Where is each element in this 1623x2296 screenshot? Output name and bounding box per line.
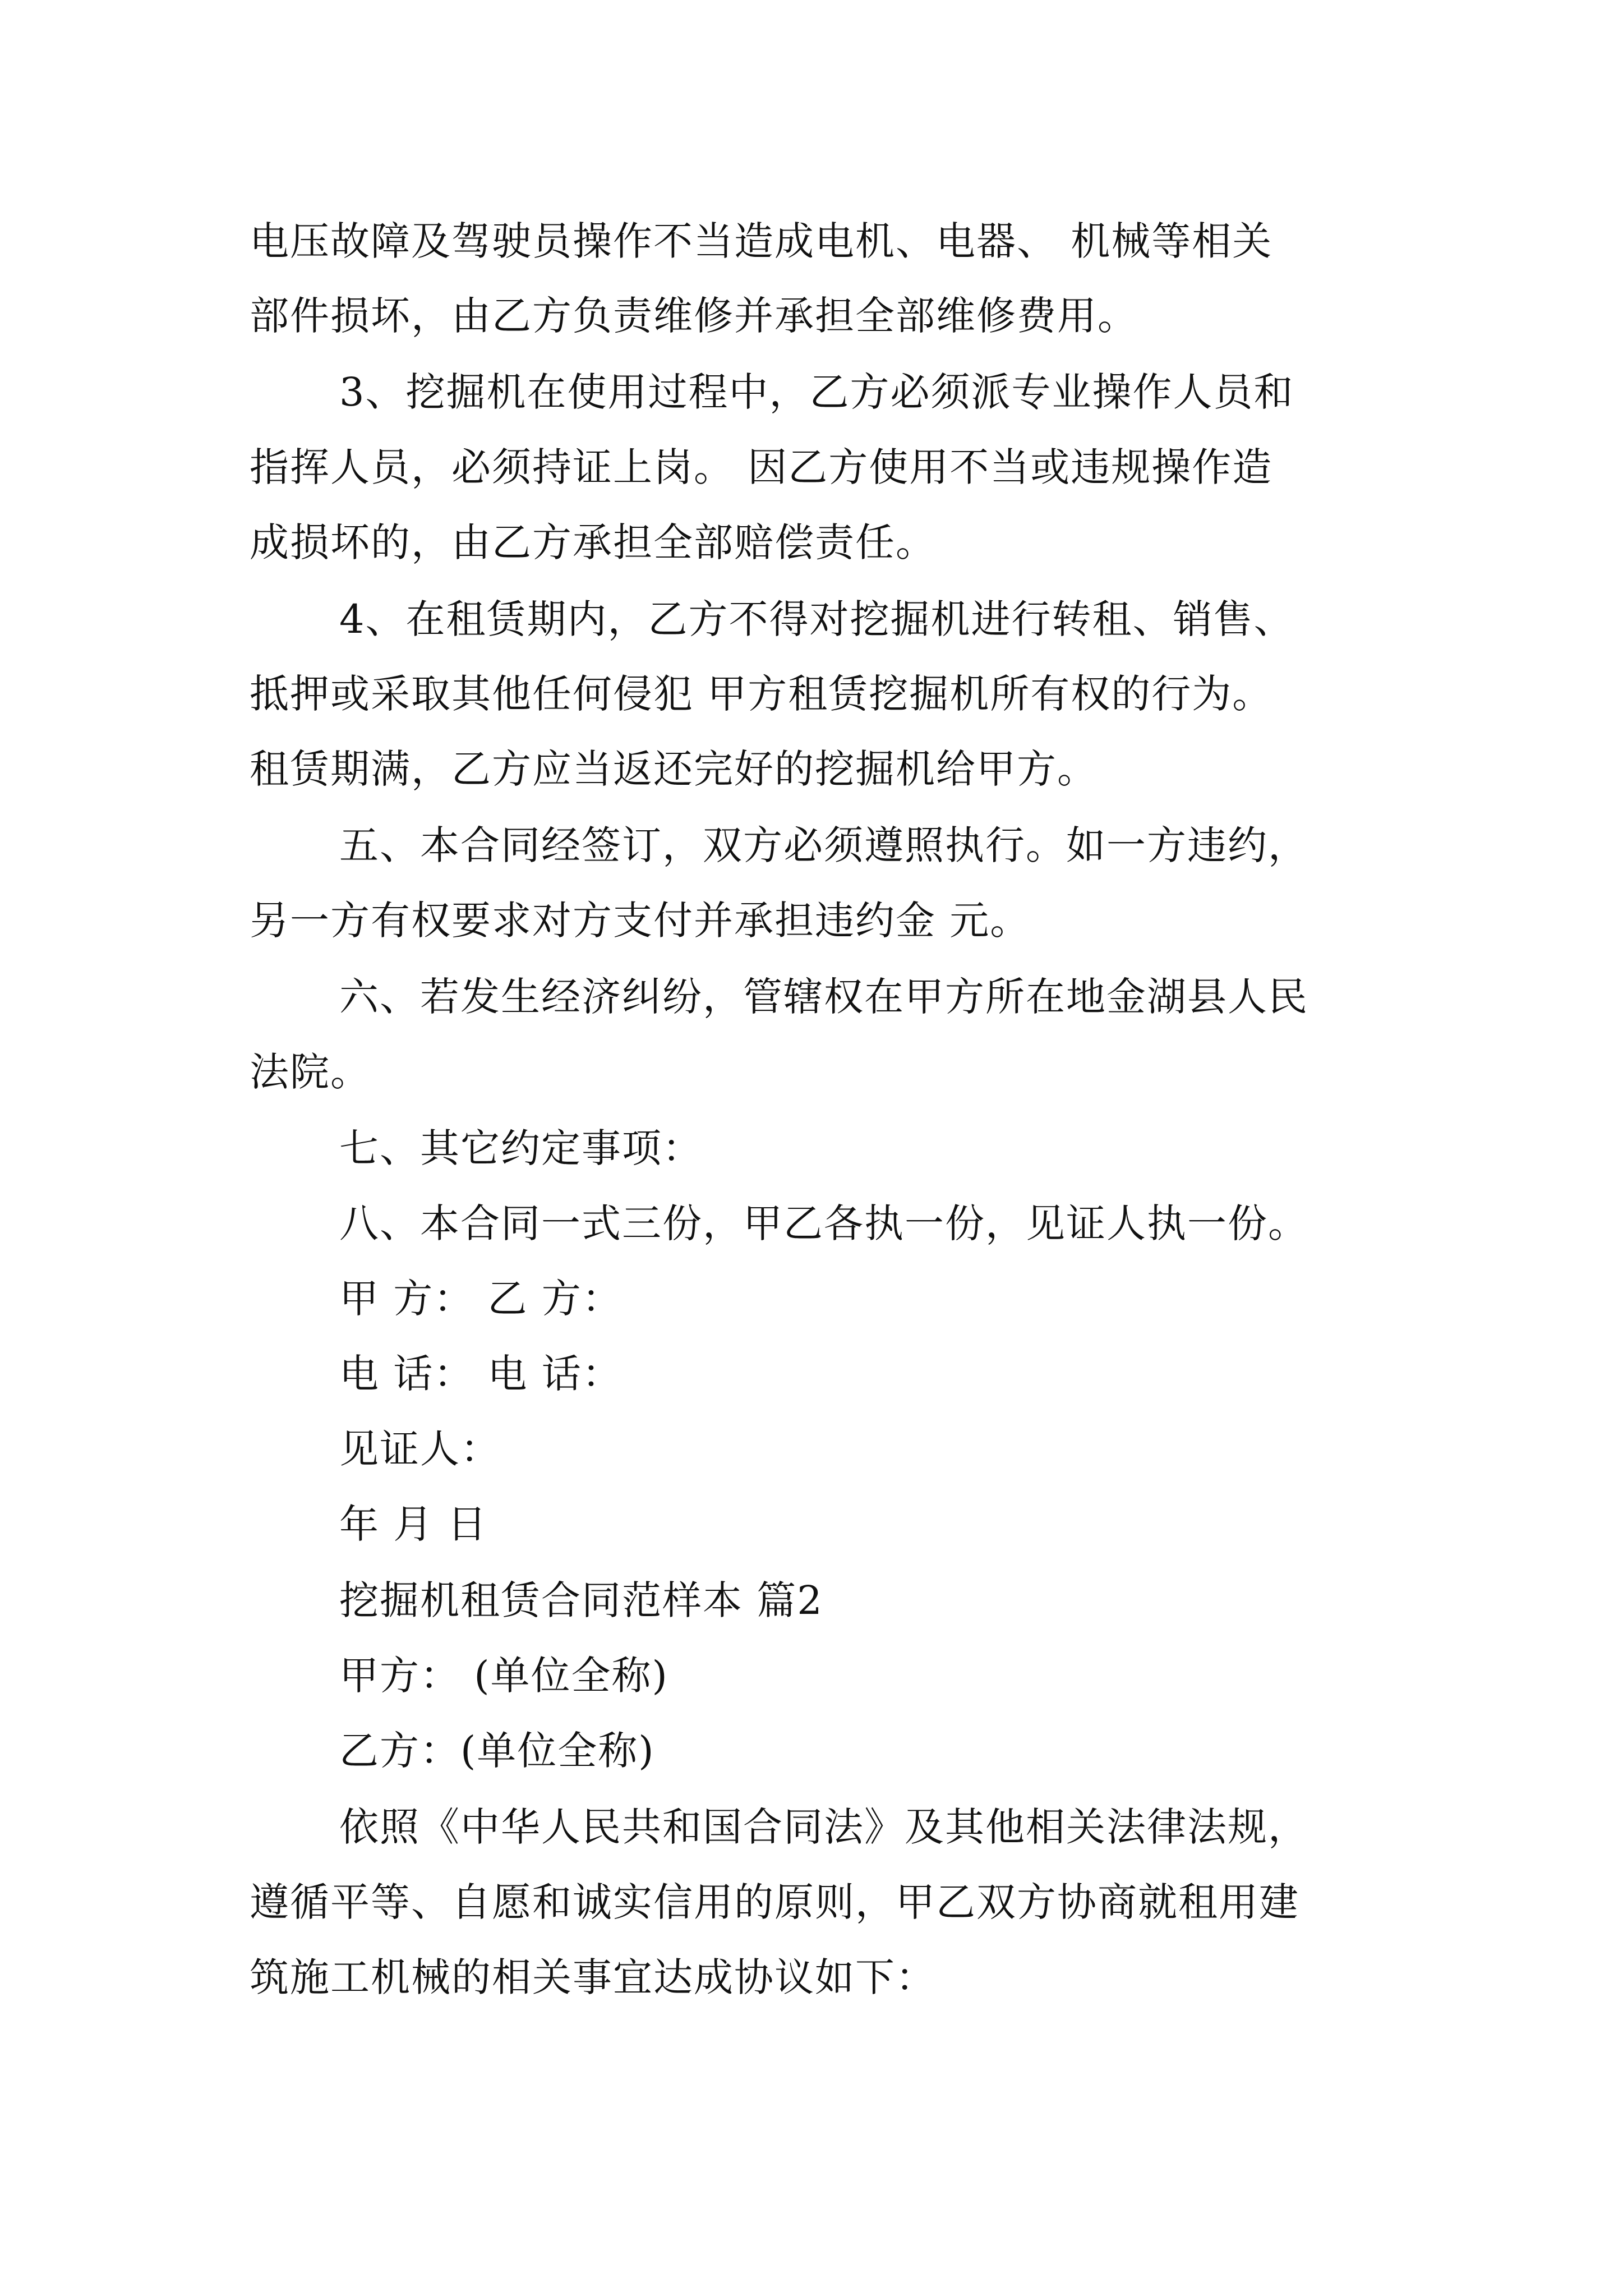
text-line: 成损坏的，由乙方承担全部赔偿责任。 xyxy=(250,519,936,565)
text-line: 遵循平等、自愿和诚实信用的原则，甲乙双方协商就租用建 xyxy=(250,1879,1299,1925)
text-line: 4、在租赁期内，乙方不得对挖掘机进行转租、销售、 xyxy=(339,596,1294,642)
section-title: 挖掘机租赁合同范样本 篇2 xyxy=(339,1577,823,1623)
text-line: 3、挖掘机在使用过程中，乙方必须派专业操作人员和 xyxy=(339,369,1294,415)
text-line: 依照《中华人民共和国合同法》及其他相关法律法规， xyxy=(339,1804,1308,1850)
text-line: 筑施工机械的相关事宜达成协议如下： xyxy=(250,1954,936,2000)
text-line: 乙方：(单位全称) xyxy=(339,1728,655,1774)
signature-witness-line: 见证人： xyxy=(339,1426,501,1472)
text-line: 租赁期满，乙方应当返还完好的挖掘机给甲方。 xyxy=(250,746,1098,792)
text-line: 五、本合同经签订，双方必须遵照执行。如一方违约， xyxy=(339,822,1308,868)
text-line: 抵押或采取其他任何侵犯 甲方租赁挖掘机所有权的行为。 xyxy=(250,671,1273,717)
signature-phone-line: 电 话： 电 话： xyxy=(339,1351,623,1397)
text-line: 八、本合同一式三份，甲乙各执一份，见证人执一份。 xyxy=(339,1200,1308,1246)
text-line: 指挥人员，必须持证上岗。 因乙方使用不当或违规操作造 xyxy=(250,444,1273,490)
signature-party-line: 甲 方： 乙 方： xyxy=(339,1276,623,1322)
text-line: 部件损坏，由乙方负责维修并承担全部维修费用。 xyxy=(250,293,1138,339)
signature-date-line: 年 月 日 xyxy=(339,1501,488,1547)
text-line: 法院。 xyxy=(250,1049,371,1095)
text-line: 另一方有权要求对方支付并承担违约金 元。 xyxy=(250,898,1031,944)
text-line: 电压故障及驾驶员操作不当造成电机、电器、 机械等相关 xyxy=(250,218,1273,264)
text-line: 七、其它约定事项： xyxy=(339,1125,703,1171)
text-line: 六、若发生经济纠纷，管辖权在甲方所在地金湖县人民 xyxy=(339,974,1308,1020)
text-line: 甲方： (单位全称) xyxy=(339,1653,668,1699)
